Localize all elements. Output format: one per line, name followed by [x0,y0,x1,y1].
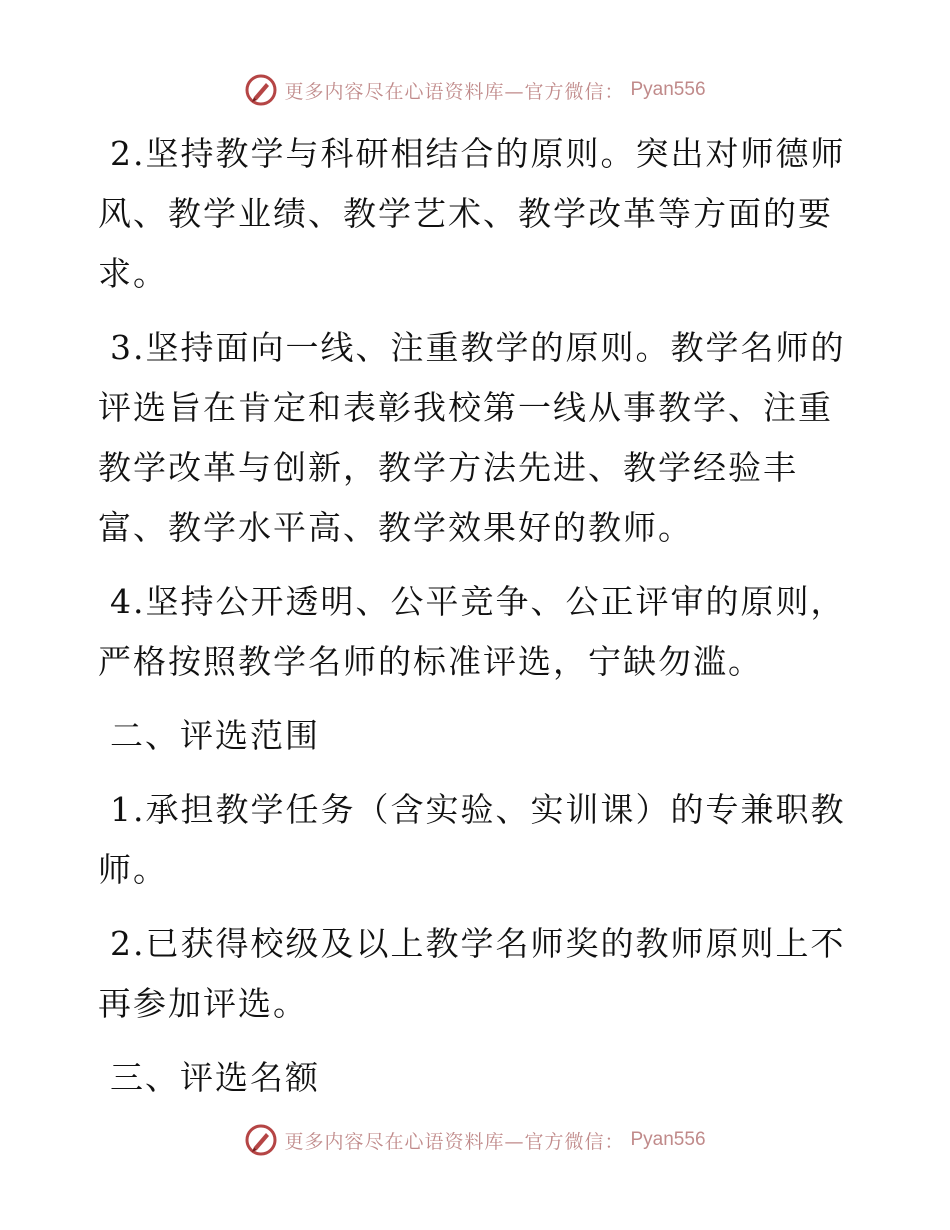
watermark-contact: Pyan556 [630,1129,706,1150]
pen-logo-icon [244,1123,278,1157]
watermark-text: 更多内容尽在心语资料库—官方微信： [284,80,625,103]
paragraph-principle-4: 4.坚持公开透明、公平竞争、公正评审的原则，严格按照教学名师的标准评选，宁缺勿滥。 [98,582,846,681]
header-watermark [0,70,950,110]
paragraph-principle-3: 3.坚持面向一线、注重教学的原则。教学名师的评选旨在肯定和表彰我校第一线从事教学、注重教学改革与创新，教学方法先进、教学经验丰富、教学水平高、教学效果好的教师。 [98,328,846,547]
section-heading-scope: 二、评选范围 [110,716,320,755]
paragraph-scope-1: 1.承担教学任务（含实验、实训课）的专兼职教师。 [98,790,846,889]
document-body [98,124,858,1122]
watermark-text: 更多内容尽在心语资料库—官方微信： [284,1130,625,1153]
paragraph-scope-2: 2.已获得校级及以上教学名师奖的教师原则上不再参加评选。 [98,924,846,1023]
footer-watermark [0,1120,950,1160]
watermark-contact: Pyan556 [630,79,706,100]
section-heading-quota: 三、评选名额 [110,1058,320,1097]
pen-logo-icon [244,73,278,107]
paragraph-principle-2: 2.坚持教学与科研相结合的原则。突出对师德师风、教学业绩、教学艺术、教学改革等方面的要求。 [98,134,846,293]
